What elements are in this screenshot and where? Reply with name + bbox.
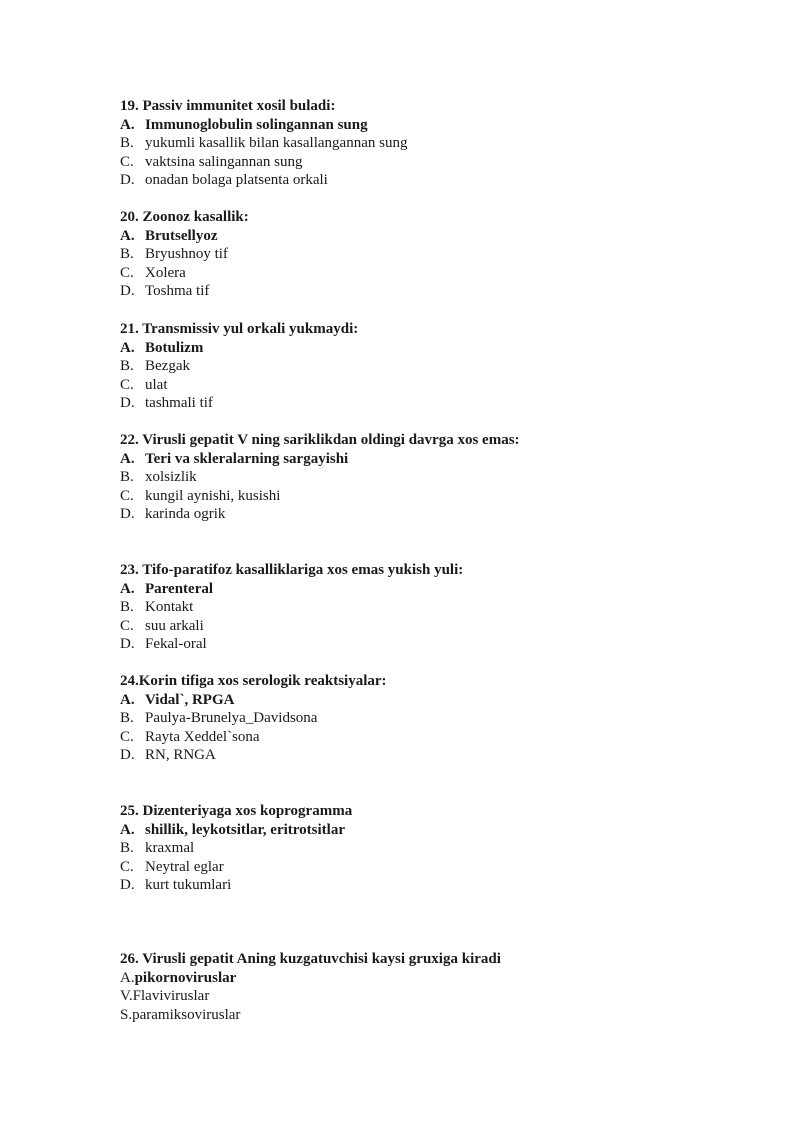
question-26 (120, 950, 760, 1024)
option-letter: V. (120, 988, 133, 1004)
option-letter: C. (120, 858, 134, 875)
option-text: Neytral eglar (145, 858, 224, 875)
option-b (120, 709, 760, 728)
option-letter: C. (120, 617, 134, 634)
option-text: Teri va skleralarning sargayishi (145, 450, 349, 467)
option-letter: D. (120, 877, 135, 893)
option-letter: C. (120, 487, 134, 504)
option-a-correct (120, 450, 760, 469)
option-text: kraxmal (145, 840, 195, 856)
option-text: suu arkali (145, 617, 204, 634)
option-text: Bezgak (145, 358, 190, 374)
option-b (120, 245, 760, 264)
option-letter: B. (120, 840, 134, 856)
option-d (120, 282, 760, 301)
question-21 (120, 320, 760, 413)
option-a-correct (120, 969, 760, 988)
option-letter: D. (120, 747, 135, 763)
question-title: 26. Virusli gepatit Aning kuzgatuvchisi kaysi gruxiga kiradi (120, 951, 501, 967)
option-letter: C. (120, 376, 134, 393)
option-text: RN, RNGA (145, 747, 216, 763)
option-text: Paulya-Brunelya_Davidsona (145, 710, 318, 726)
option-c (120, 153, 760, 172)
option-c (120, 728, 760, 747)
option-b (120, 839, 760, 858)
option-v (120, 987, 760, 1006)
option-d (120, 505, 760, 524)
question-22 (120, 431, 760, 524)
option-text: ulat (145, 376, 168, 393)
question-title: 22. Virusli gepatit V ning sariklikdan oldingi davrga xos emas: (120, 432, 520, 448)
option-d (120, 394, 760, 413)
option-letter: A. (120, 116, 135, 133)
option-letter: C. (120, 728, 134, 745)
question-24 (120, 672, 760, 765)
option-text: Brutsellyoz (145, 227, 218, 244)
question-title: 19. Passiv immunitet xosil buladi: (120, 98, 336, 114)
option-letter: D. (120, 636, 135, 652)
option-text: Toshma tif (145, 283, 210, 299)
option-text: yukumli kasallik bilan kasallangannan sung (145, 135, 408, 151)
option-a-correct (120, 821, 760, 840)
option-text: onadan bolaga platsenta orkali (145, 172, 328, 188)
option-letter: A. (120, 227, 135, 244)
option-letter: A. (120, 691, 135, 708)
option-text: xolsizlik (145, 469, 197, 485)
question-23 (120, 561, 760, 654)
option-letter: D. (120, 172, 135, 188)
option-d (120, 876, 760, 895)
option-letter: B. (120, 599, 134, 615)
question-title: 21. Transmissiv yul orkali yukmaydi: (120, 321, 359, 337)
option-letter: A. (120, 580, 135, 597)
option-text: Flaviviruslar (132, 988, 210, 1004)
option-text: shillik, leykotsitlar, eritrotsitlar (145, 821, 345, 838)
question-title: 20. Zoonoz kasallik: (120, 209, 249, 225)
question-19 (120, 97, 760, 190)
option-letter: S. (120, 1006, 133, 1023)
option-c (120, 376, 760, 395)
option-text: kurt tukumlari (145, 877, 232, 893)
option-text: Botulizm (145, 339, 204, 356)
question-title: 25. Dizenteriyaga xos koprogramma (120, 803, 353, 819)
question-25 (120, 802, 760, 895)
option-letter: C. (120, 153, 134, 170)
option-text: Bryushnoy tif (145, 246, 228, 262)
option-text: Kontakt (145, 599, 194, 615)
option-text: paramiksoviruslar (132, 1006, 241, 1023)
option-letter: C. (120, 264, 134, 281)
question-title: 24.Korin tifiga xos serologik reaktsiyalar: (120, 673, 387, 689)
option-text: Parenteral (145, 580, 214, 597)
option-a-correct (120, 227, 760, 246)
question-title: 23. Tifo-paratifoz kasalliklariga xos emas yukish yuli: (120, 562, 464, 578)
option-s (120, 1006, 760, 1025)
option-letter: D. (120, 395, 135, 411)
option-a-correct (120, 116, 760, 135)
option-text: pikornoviruslar (134, 969, 237, 986)
option-letter: D. (120, 283, 135, 299)
option-letter: A. (120, 450, 135, 467)
option-letter: B. (120, 246, 134, 262)
option-c (120, 858, 760, 877)
option-text: tashmali tif (145, 395, 213, 411)
option-letter: A. (120, 821, 135, 838)
option-text: vaktsina salingannan sung (145, 153, 303, 170)
option-letter: B. (120, 135, 134, 151)
option-letter: B. (120, 710, 134, 726)
option-c (120, 264, 760, 283)
option-letter: B. (120, 469, 134, 485)
option-letter: A. (120, 339, 135, 356)
option-b (120, 357, 760, 376)
option-a-correct (120, 339, 760, 358)
option-b (120, 598, 760, 617)
option-a-correct (120, 580, 760, 599)
option-letter: A. (120, 969, 135, 986)
option-d (120, 746, 760, 765)
option-text: karinda ogrik (145, 506, 226, 522)
option-text: Xolera (145, 264, 186, 281)
option-b (120, 468, 760, 487)
option-text: Rayta Xeddel`sona (145, 728, 260, 745)
option-b (120, 134, 760, 153)
option-a-correct (120, 691, 760, 710)
option-d (120, 171, 760, 190)
question-20 (120, 208, 760, 301)
option-text: kungil aynishi, kusishi (145, 487, 281, 504)
option-c (120, 617, 760, 636)
option-text: Vidal`, RPGA (145, 691, 235, 708)
option-letter: B. (120, 358, 134, 374)
option-text: Immunoglobulin solingannan sung (145, 116, 368, 133)
option-letter: D. (120, 506, 135, 522)
option-c (120, 487, 760, 506)
option-text: Fekal-oral (145, 636, 207, 652)
option-d (120, 635, 760, 654)
